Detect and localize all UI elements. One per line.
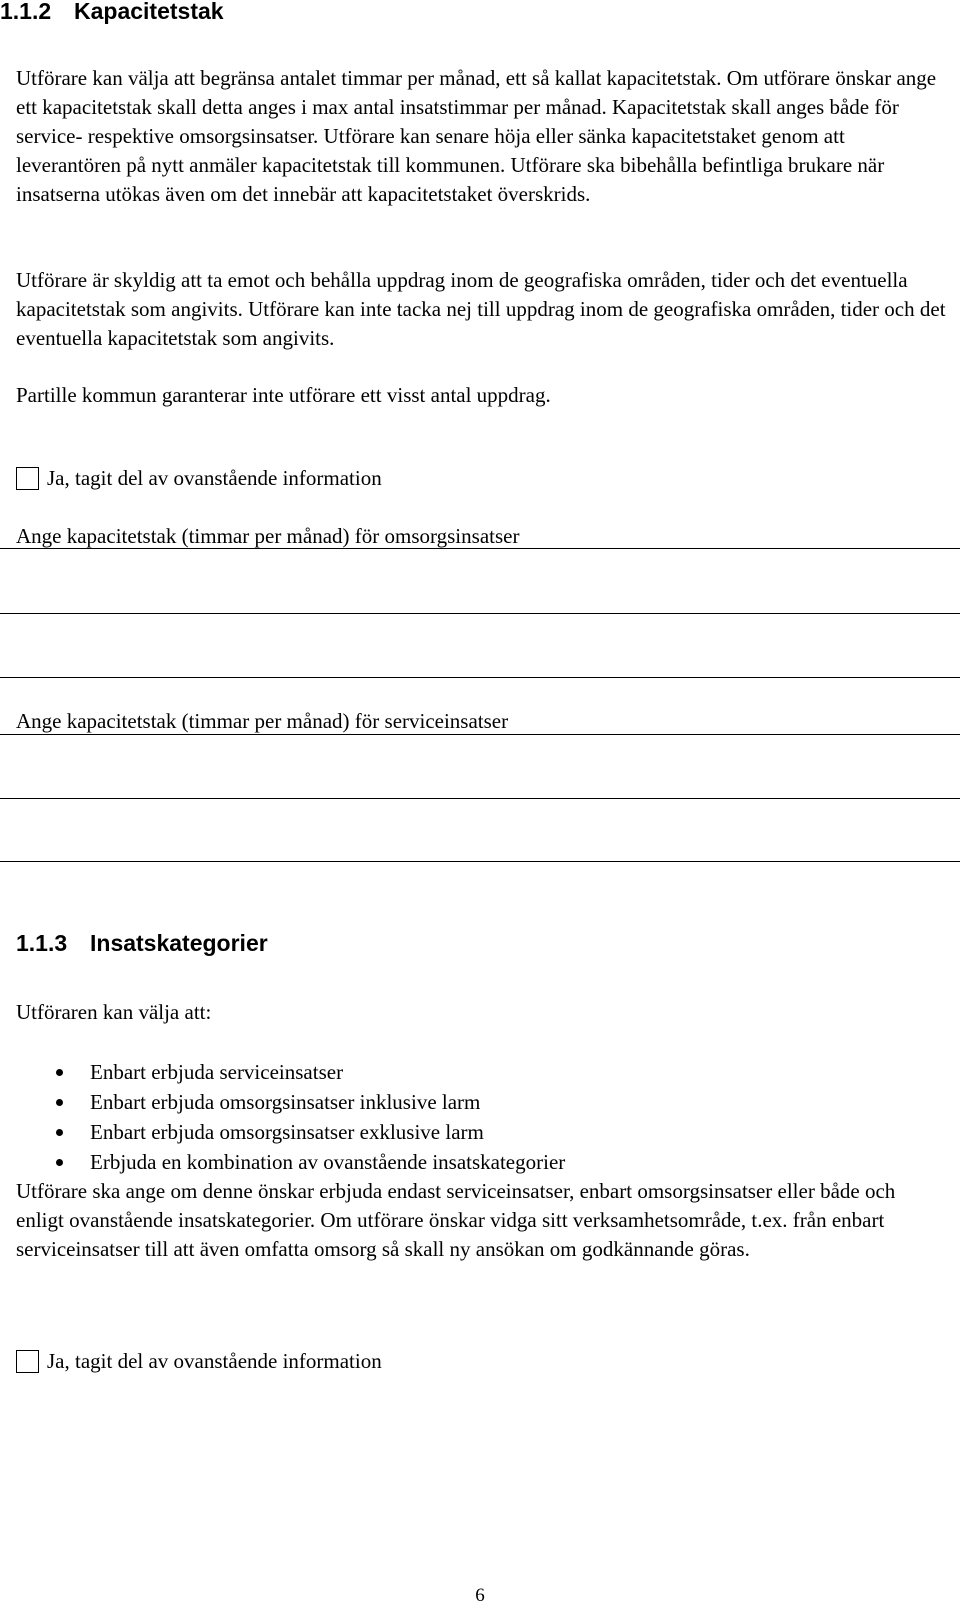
acknowledge-checkbox-label-1: Ja, tagit del av ovanstående information [47, 466, 382, 490]
page-number: 6 [475, 1585, 485, 1606]
bullet-icon [56, 1099, 63, 1106]
field-omsorg-label: Ange kapacitetstak (timmar per månad) för omsorgsinsatser [16, 524, 520, 548]
section-heading-kapacitetstak [0, 0, 224, 25]
bullet-icon [56, 1069, 63, 1076]
options-intro: Utföraren kan välja att: [16, 1000, 212, 1024]
paragraph-skyldighet: Utförare är skyldig att ta emot och behålla uppdrag inom de geografiska områden, tider och det eventuella kapacitetstak som angivits. Utförare kan inte tacka nej till uppdrag inom de geografiska områden, tider och det eventuella kapacitetstak som angivits. [16, 268, 946, 350]
section-number: 1.1.2 [0, 0, 52, 24]
bullet-icon [56, 1159, 63, 1166]
acknowledge-checkbox-2[interactable] [16, 1350, 39, 1373]
field-service-line-1[interactable] [0, 734, 960, 735]
field-omsorg-line-3[interactable] [0, 677, 960, 678]
acknowledge-checkbox-row-1[interactable] [16, 464, 382, 493]
acknowledge-checkbox-label-2: Ja, tagit del av ovanstående information [47, 1349, 382, 1373]
field-service-label: Ange kapacitetstak (timmar per månad) för serviceinsatser [16, 709, 509, 733]
section-number: 1.1.3 [16, 930, 68, 956]
acknowledge-checkbox-1[interactable] [16, 467, 39, 490]
section-title: Kapacitetstak [74, 0, 224, 24]
paragraph-kapacitetstak-intro: Utförare kan välja att begränsa antalet timmar per månad, ett så kallat kapacitetstak. Om utförare önskar ange ett kapacitetstak skall detta anges i max antal insatstimmar per månad. Kapacitetstak skall anges både för service- respektive omsorgsinsatser. Utförare kan senare höja eller sänka kapacitetstaket genom att leverantören på nytt anmäler kapacitetstak till kommunen. Utförare ska bibehålla befintliga brukare när insatserna utökas även om det innebär att kapacitetstaket överskrids. [16, 66, 937, 206]
list-item: Enbart erbjuda omsorgsinsatser inklusive larm [16, 1087, 565, 1117]
section-title: Insatskategorier [90, 930, 268, 956]
list-item: Erbjuda en kombination av ovanstående insatskategorier [16, 1147, 565, 1177]
paragraph-insatskategorier: Utförare ska ange om denne önskar erbjuda endast serviceinsatser, enbart omsorgsinsatser eller både och enligt ovanstående insatskategorier. Om utförare önskar vidga sitt verksamhetsområde, t.ex. från enbart serviceinsatser till att även omfatta omsorg så skall ny ansökan om godkännande göras. [16, 1179, 896, 1261]
acknowledge-checkbox-row-2[interactable] [16, 1347, 382, 1376]
field-service-line-2[interactable] [0, 798, 960, 799]
field-service-line-3[interactable] [0, 861, 960, 862]
section-heading-insatskategorier [16, 929, 268, 957]
bullet-icon [56, 1129, 63, 1136]
paragraph-garanti: Partille kommun garanterar inte utförare ett visst antal uppdrag. [16, 383, 551, 407]
category-options-list [16, 1057, 565, 1177]
field-omsorg-line-1[interactable] [0, 548, 960, 549]
list-item: Enbart erbjuda serviceinsatser [16, 1057, 565, 1087]
list-item: Enbart erbjuda omsorgsinsatser exklusive larm [16, 1117, 565, 1147]
field-omsorg-line-2[interactable] [0, 613, 960, 614]
